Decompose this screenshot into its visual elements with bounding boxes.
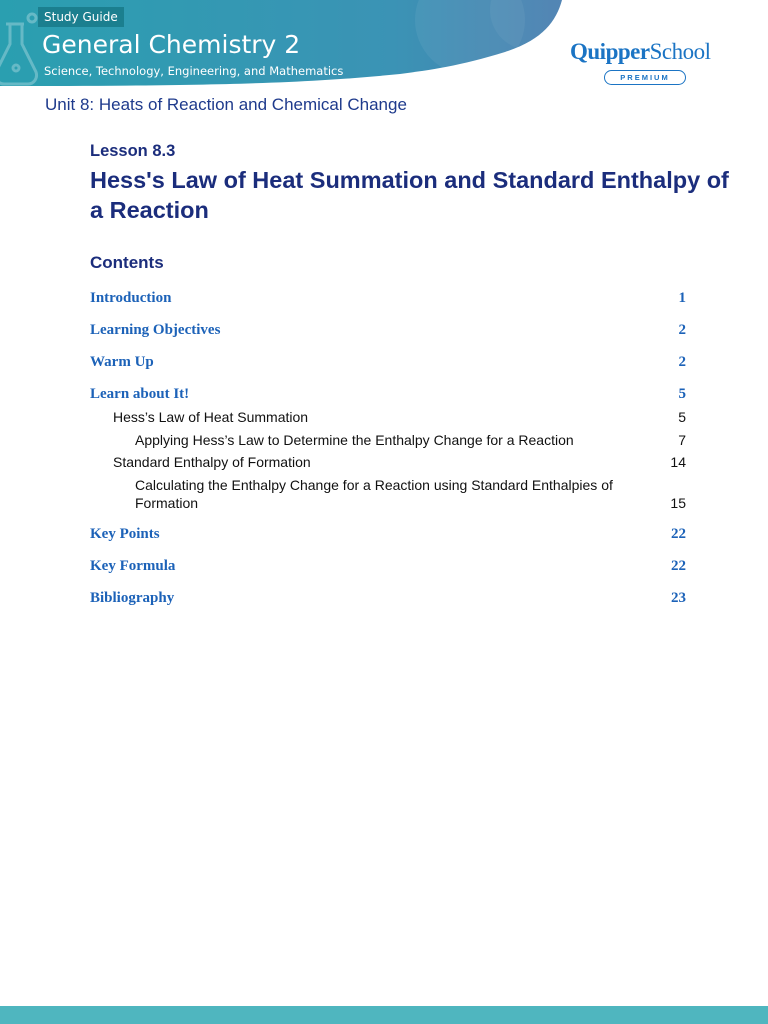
toc-item-key-formula[interactable]: [90, 557, 686, 575]
toc-item-introduction[interactable]: [90, 289, 686, 307]
toc-item-page: 23: [671, 590, 686, 606]
footer-bar: [0, 1006, 768, 1024]
toc-item-label[interactable]: Bibliography: [90, 590, 175, 606]
toc-item-page: 22: [671, 526, 686, 542]
study-guide-tag: Study Guide: [38, 7, 124, 27]
toc-item-label[interactable]: Applying Hess’s Law to Determine the Enthalpy Change for a Reaction: [135, 432, 574, 448]
toc-item-label[interactable]: Key Formula: [90, 558, 176, 574]
toc-item-warm-up[interactable]: [90, 353, 686, 371]
toc-item-page: 5: [678, 386, 686, 402]
toc-item-bibliography[interactable]: [90, 589, 686, 607]
quipper-school-logo: [570, 38, 730, 85]
toc-item-page: 2: [678, 322, 686, 338]
course-title: General Chemistry 2: [42, 30, 301, 59]
toc-item-page: 14: [670, 454, 686, 470]
toc-item-label[interactable]: Learn about It!: [90, 386, 190, 402]
toc-item-applying-hess-law[interactable]: [90, 431, 686, 449]
toc-item-label[interactable]: Introduction: [90, 290, 172, 306]
toc-item-label[interactable]: Learning Objectives: [90, 322, 221, 338]
toc-item-page: 22: [671, 558, 686, 574]
lesson-number: Lesson 8.3: [90, 142, 176, 160]
toc-item-label[interactable]: Hess’s Law of Heat Summation: [113, 409, 309, 425]
toc-item-page: 2: [678, 354, 686, 370]
brand-school: School: [649, 39, 711, 64]
toc-item-page: 5: [678, 409, 686, 425]
toc-item-key-points[interactable]: [90, 525, 686, 543]
toc-item-label[interactable]: Warm Up: [90, 354, 154, 370]
toc-item-learn-about-it[interactable]: [90, 385, 686, 403]
toc-item-calculating-enthalpy[interactable]: [90, 476, 686, 512]
premium-badge: PREMIUM: [604, 70, 686, 85]
toc-item-page: 1: [678, 290, 686, 306]
brand-wordmark: [570, 38, 730, 66]
toc-item-standard-enthalpy[interactable]: [90, 453, 686, 471]
toc-item-label[interactable]: Calculating the Enthalpy Change for a Reaction using Standard Enthalpies of Formation: [135, 477, 613, 511]
course-subtitle: Science, Technology, Engineering, and Mathematics: [44, 64, 344, 78]
unit-title: Unit 8: Heats of Reaction and Chemical Change: [45, 95, 407, 114]
toc-item-hess-law[interactable]: [90, 408, 686, 426]
contents-heading: Contents: [90, 253, 164, 272]
toc-item-page: 15: [670, 495, 686, 511]
toc-item-page: 7: [678, 432, 686, 448]
toc-item-learning-objectives[interactable]: [90, 321, 686, 339]
lesson-title: Hess's Law of Heat Summation and Standard Enthalpy of a Reaction: [90, 167, 729, 223]
toc-item-label[interactable]: Key Points: [90, 526, 160, 542]
brand-quipper: Quipper: [570, 39, 650, 64]
toc-item-label[interactable]: Standard Enthalpy of Formation: [113, 454, 311, 470]
